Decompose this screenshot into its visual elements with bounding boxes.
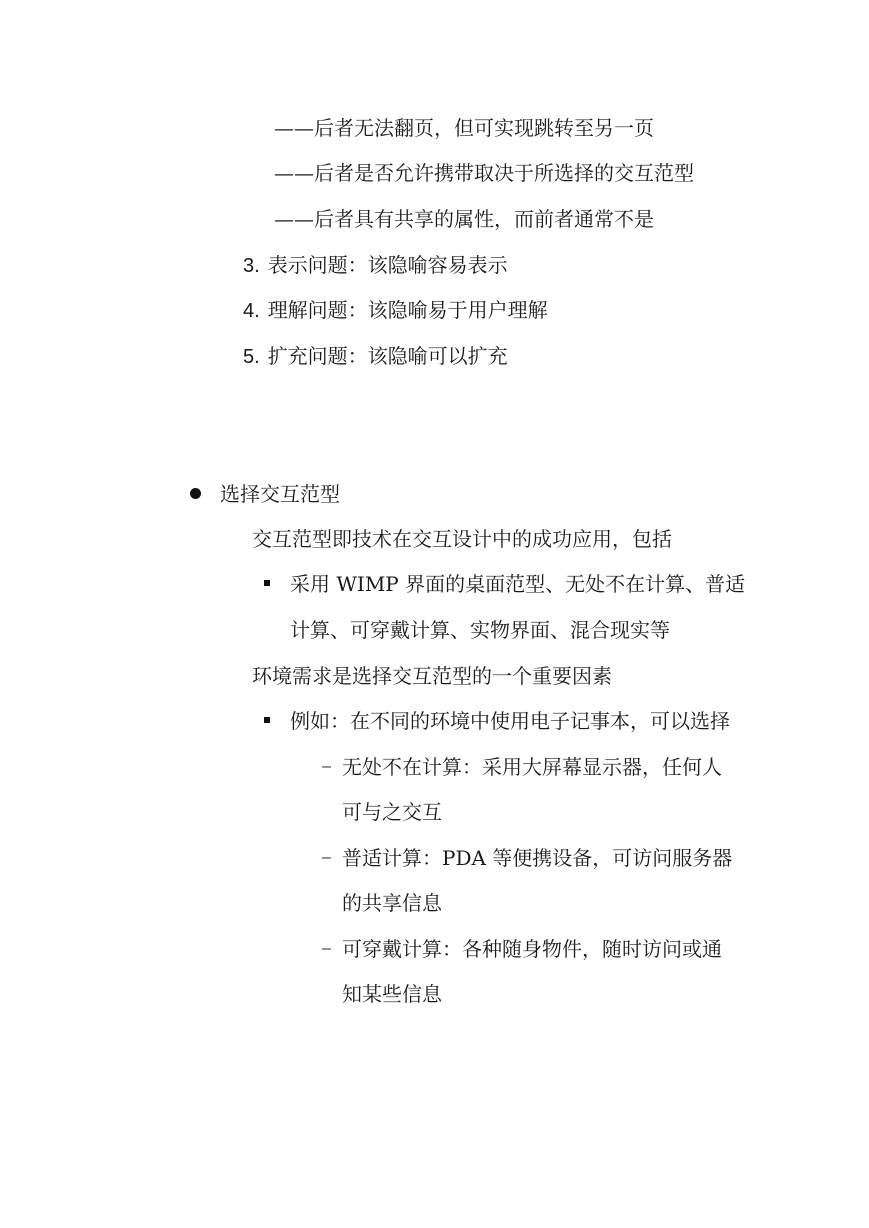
example-text: 例如：在不同的环境中使用电子记事本，可以选择	[290, 709, 730, 733]
sub-item-3-dash-icon: –	[322, 940, 331, 957]
numbered-item-5	[243, 342, 508, 370]
sub-item-1-dash-icon: –	[322, 758, 331, 775]
numbered-item-3	[243, 251, 508, 279]
sub-item-1-line-2: 可与之交互	[342, 800, 442, 824]
dash-line-2: ——后者是否允许携带取决于所选择的交互范型	[274, 161, 694, 185]
sub-item-2-line-1: 普适计算：PDA 等便携设备，可访问服务器	[342, 846, 733, 870]
section-bullet-icon	[190, 488, 201, 499]
sub-item-1-line-1: 无处不在计算：采用大屏幕显示器，任何人	[342, 755, 722, 779]
sub-item-3-line-2: 知某些信息	[342, 982, 442, 1006]
environment-text: 环境需求是选择交互范型的一个重要因素	[252, 664, 612, 688]
numbered-item-4-number: 4.	[243, 300, 260, 322]
example-bullet-icon	[264, 717, 270, 723]
sub-item-2-line-2: 的共享信息	[342, 891, 442, 915]
dash-line-1: ——后者无法翻页，但可实现跳转至另一页	[274, 116, 654, 140]
sub-item-2-dash-icon: –	[322, 849, 331, 866]
numbered-item-5-text: 扩充问题：该隐喻可以扩充	[267, 344, 508, 368]
numbered-item-5-number: 5.	[243, 346, 260, 368]
numbered-item-4-text: 理解问题：该隐喻易于用户理解	[267, 298, 548, 322]
dash-line-3: ——后者具有共享的属性，而前者通常不是	[274, 207, 654, 231]
paradigms-line-1: 采用 WIMP 界面的桌面范型、无处不在计算、普适	[290, 572, 746, 596]
numbered-item-3-text: 表示问题：该隐喻容易表示	[267, 253, 508, 277]
sub-item-3-line-1: 可穿戴计算：各种随身物件，随时访问或通	[342, 937, 722, 961]
section-intro: 交互范型即技术在交互设计中的成功应用，包括	[252, 527, 672, 551]
numbered-item-3-number: 3.	[243, 255, 260, 277]
section-heading: 选择交互范型	[220, 482, 340, 506]
paradigms-line-2: 计算、可穿戴计算、实物界面、混合现实等	[290, 618, 670, 642]
paradigms-bullet-icon	[264, 580, 270, 586]
numbered-item-4	[243, 296, 548, 324]
